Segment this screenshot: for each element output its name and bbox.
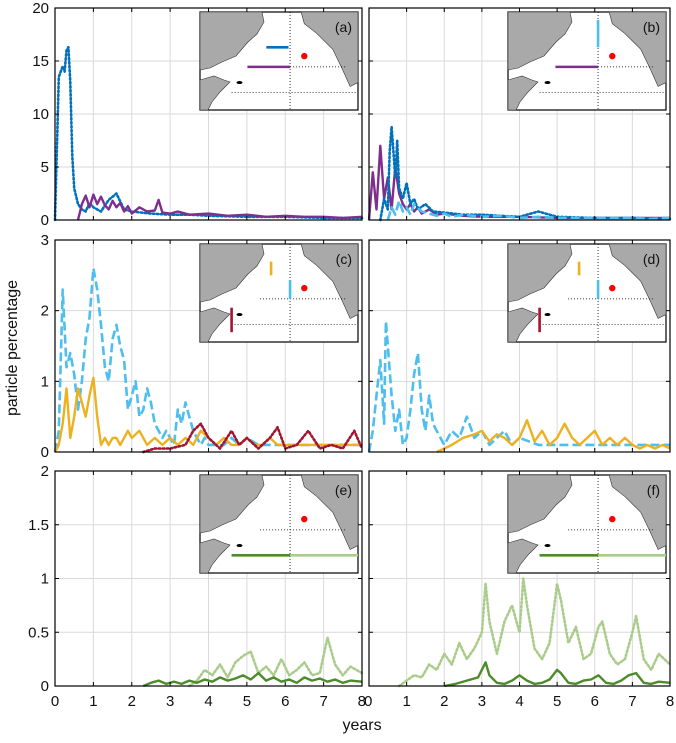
panel-label: (c) bbox=[335, 251, 352, 267]
y-tick-label: 5 bbox=[40, 159, 49, 176]
x-tick-label: 7 bbox=[628, 693, 637, 710]
inset-map bbox=[200, 244, 358, 342]
inset-map bbox=[508, 244, 666, 342]
x-axis-label: years bbox=[342, 717, 382, 734]
x-tick-label: 2 bbox=[127, 693, 136, 710]
island-socotra bbox=[545, 313, 551, 316]
y-tick-label: 1 bbox=[40, 570, 49, 588]
x-tick-label: 4 bbox=[204, 693, 213, 710]
panel-label: (f) bbox=[646, 482, 660, 498]
x-tick-label: 1 bbox=[89, 693, 98, 710]
island-socotra bbox=[545, 81, 551, 84]
island-socotra bbox=[237, 81, 243, 84]
y-tick-label: 10 bbox=[32, 106, 49, 123]
release-point-dot bbox=[301, 53, 307, 59]
inset-map bbox=[508, 12, 666, 110]
y-tick-label: 0 bbox=[40, 444, 49, 461]
y-tick-label: 1 bbox=[40, 373, 49, 391]
release-point-dot bbox=[609, 516, 615, 522]
inset-map bbox=[200, 12, 358, 110]
island-socotra bbox=[545, 544, 551, 547]
y-tick-label: 2 bbox=[40, 463, 49, 480]
y-tick-label: 0 bbox=[40, 678, 49, 695]
x-tick-label: 6 bbox=[590, 693, 599, 710]
y-axis-label: particle percentage bbox=[4, 279, 21, 417]
release-point-dot bbox=[301, 285, 307, 291]
inset-map bbox=[508, 475, 666, 573]
x-tick-label: 2 bbox=[440, 693, 449, 710]
y-tick-label: 20 bbox=[32, 0, 49, 17]
y-tick-label: 2 bbox=[40, 302, 49, 320]
x-tick-label: 4 bbox=[515, 693, 524, 710]
panel-label: (e) bbox=[334, 482, 352, 498]
x-tick-label: 8 bbox=[665, 693, 675, 710]
panel-label: (a) bbox=[334, 19, 352, 35]
island-socotra bbox=[237, 313, 243, 316]
x-tick-label: 0 bbox=[50, 693, 60, 710]
x-tick-label: 8 bbox=[357, 693, 366, 710]
x-tick-label: 3 bbox=[477, 693, 487, 710]
y-tick-label: 0.5 bbox=[28, 624, 49, 642]
x-tick-label: 5 bbox=[242, 693, 252, 710]
release-point-dot bbox=[609, 285, 615, 291]
inset-map bbox=[200, 475, 358, 573]
release-point-dot bbox=[301, 516, 307, 522]
x-tick-label: 0 bbox=[364, 693, 373, 710]
panel-label: (b) bbox=[642, 19, 660, 35]
y-tick-label: 3 bbox=[40, 232, 49, 249]
y-tick-label: 0 bbox=[40, 212, 49, 229]
island-socotra bbox=[237, 544, 243, 547]
x-tick-label: 6 bbox=[281, 693, 290, 710]
x-tick-label: 5 bbox=[552, 693, 562, 710]
panel-label: (d) bbox=[642, 251, 660, 267]
y-tick-label: 1.5 bbox=[28, 516, 49, 534]
x-tick-label: 1 bbox=[402, 693, 411, 710]
release-point-dot bbox=[609, 53, 615, 59]
y-tick-label: 15 bbox=[32, 53, 49, 70]
x-tick-label: 3 bbox=[165, 693, 175, 710]
x-tick-label: 7 bbox=[319, 693, 328, 710]
